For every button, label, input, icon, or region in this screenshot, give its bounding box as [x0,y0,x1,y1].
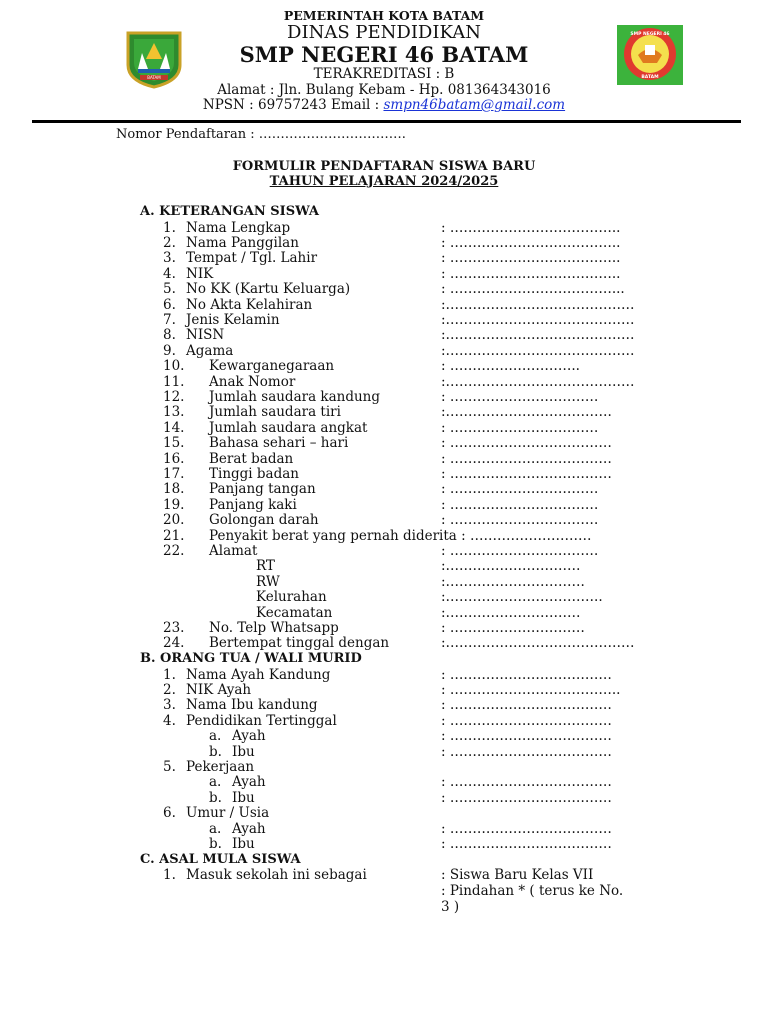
option-transfer-cont: 3 ) [441,899,460,915]
item-label: Alamat [209,542,258,559]
gov-name: PEMERINTAH KOTA BATAM [283,8,485,23]
item-fill-line: :…………………………………… [441,342,635,359]
parent-item-number: 1. [163,666,176,683]
parent-item-number: 3. [163,697,176,714]
item-number: 15. [163,435,185,452]
agency-name: DINAS PENDIDIKAN [287,22,481,43]
parent-item-number: 2. [163,681,176,698]
parent-item-label: Nama Ibu kandung [186,697,318,714]
item-number: 8. [163,327,176,344]
item-fill-line: :…………………………………… [441,296,635,313]
parent-item-fill-line: : ……………………………… [441,728,612,745]
npsn-email [0,97,768,113]
parent-item-fill-line: : ……………………………… [441,666,612,683]
item-number: 1. [163,219,176,236]
parent-item-number: a. [209,728,222,745]
item-label: No KK (Kartu Keluarga) [186,281,351,298]
item-number: 7. [163,311,176,328]
item-label: Golongan darah [209,512,319,529]
address-sub-label: Kecamatan [256,604,333,621]
item-label: Jumlah saudara kandung [209,388,381,405]
item-label: NIK [186,265,214,282]
right-logo-text-top: SMP NEGERI 46 [630,32,670,37]
left-logo-text: BATAM [147,75,161,80]
parent-item-label: Ibu [232,789,255,806]
item-fill-line: :…………………………………… [441,373,635,390]
item-number: 4. [163,265,176,282]
item-label: Bahasa sehari – hari [209,435,349,452]
item-number: 3. [163,250,176,267]
parent-item-number: 6. [163,805,176,822]
header-divider [32,120,741,123]
address-sub-fill-line: :…………………………….. [441,589,603,606]
parent-item-number: b. [209,835,222,852]
item-label: Nama Panggilan [186,234,299,251]
item-number: 6. [163,296,176,313]
item-number: 22. [163,542,185,559]
item-fill-line: : ……………………………… [441,465,612,482]
item-number: 18. [163,481,185,498]
parent-item-number: 4. [163,712,176,729]
item-number: 21. [163,527,185,544]
item-number: 2. [163,234,176,251]
item-label: NISN [186,327,225,344]
item-label: Panjang tangan [209,481,316,498]
parent-item-fill-line: : ……………………………… [441,835,612,852]
parent-item-fill-line: : ……………………………… [441,820,612,837]
parent-item-number: a. [209,820,222,837]
item-number: 9. [163,342,176,359]
item-label: Panjang kaki [209,496,297,513]
parent-item-number: b. [209,789,222,806]
form-year [0,174,768,189]
parent-item-label: Umur / Usia [186,805,270,822]
item-label: Berat badan [209,450,294,467]
item-label: Bertempat tinggal dengan [209,635,390,652]
item-label: Jenis Kelamin [186,311,280,328]
item-fill-line: : ……………………….. [441,358,580,375]
parent-item-label: Ayah [232,728,266,745]
item-label: Tempat / Tgl. Lahir [186,250,318,267]
item-label: Penyakit berat yang pernah diderita : ……………………… [209,527,592,544]
address-sub-fill-line: :…………………………. [441,573,585,590]
item-number: 10. [163,358,185,375]
parent-item-label: Nama Ayah Kandung [186,666,331,683]
address-sub-fill-line: :………………………… [441,604,581,621]
item-fill-line: :…………………………………… [441,327,635,344]
section-c-item-label: Masuk sekolah ini sebagai [186,867,367,883]
item-number: 12. [163,388,185,405]
item-fill-line: : ………………………………... [441,281,625,298]
item-fill-line: :…………………………………… [441,635,635,652]
parent-item-number: 5. [163,758,176,775]
item-number: 5. [163,281,176,298]
item-number: 13. [163,404,185,421]
section-c-item-number: 1. [163,867,176,883]
item-fill-line: : ……………………………….. [441,219,621,236]
item-fill-line: : ……………………………… [441,450,612,467]
item-number: 16. [163,450,185,467]
item-label: Anak Nomor [209,373,296,390]
section-a-title: A. KETERANGAN SISWA [140,204,320,219]
parent-item-label: Ayah [232,774,266,791]
item-fill-line: : ……………………………….. [441,250,621,267]
item-number: 17. [163,465,185,482]
parent-item-fill-line: : ……………………………… [441,774,612,791]
parent-item-label: Ibu [232,835,255,852]
parent-item-label: Ibu [232,743,255,760]
option-new-student: : Siswa Baru Kelas VII [441,867,594,883]
item-number: 24. [163,635,185,652]
item-fill-line: : …………………………… [441,496,599,513]
item-label: Nama Lengkap [186,219,291,236]
item-label: Jumlah saudara angkat [209,419,368,436]
item-fill-line: : ……………………………….. [441,265,621,282]
item-fill-line: : …………………………… [441,512,599,529]
right-logo-text-bottom: BATAM [641,75,659,80]
parent-item-number: a. [209,774,222,791]
item-fill-line: :…………………………………… [441,311,635,328]
item-label: Agama [186,342,234,359]
item-number: 20. [163,512,185,529]
parent-item-label: NIK Ayah [186,681,252,698]
parent-item-fill-line: : ……………………………….. [441,681,621,698]
address-sub-fill-line: :………………………… [441,558,581,575]
item-fill-line: : ……………………………….. [441,234,621,251]
item-label: No. Telp Whatsapp [209,619,339,636]
parent-item-label: Pekerjaan [186,758,255,775]
parent-item-fill-line: : ……………………………… [441,712,612,729]
parent-item-label: Pendidikan Tertinggal [186,712,337,729]
item-fill-line: : ………………………… [441,619,585,636]
address-sub-label: RW [256,573,280,590]
parent-item-fill-line: : ……………………………… [441,789,612,806]
address-sub-label: Kelurahan [256,589,327,606]
item-fill-line: : …………………………… [441,419,599,436]
npsn-label: NPSN : 69757243 Email : [202,97,384,113]
item-number: 23. [163,619,185,636]
form-year-text: TAHUN PELAJARAN 2024/2025 [269,174,499,189]
parent-item-label: Ayah [232,820,266,837]
address-sub-label: RT [256,558,275,575]
item-number: 11. [163,373,185,390]
item-fill-line: : ……………………………… [441,435,612,452]
section-c-title: C. ASAL MULA SISWA [140,852,301,867]
form-title: FORMULIR PENDAFTARAN SISWA BARU [232,159,536,174]
accreditation: TERAKREDITASI : B [313,66,455,82]
option-transfer: : Pindahan * ( terus ke No. [441,883,624,899]
section-b-title: B. ORANG TUA / WALI MURID [140,651,362,666]
item-fill-line: :………………………………. [441,404,612,421]
school-name: SMP NEGERI 46 BATAM [239,42,529,67]
item-label: Kewarganegaraan [209,358,335,375]
registration-number: Nomor Pendaftaran : ……………………………. [116,127,406,142]
parent-item-fill-line: : ……………………………… [441,743,612,760]
school-address: Alamat : Jln. Bulang Kebam - Hp. 081364343016 [217,82,551,98]
item-fill-line: : …………………………… [441,388,599,405]
item-fill-line: : …………………………… [441,542,599,559]
parent-item-number: b. [209,743,222,760]
item-number: 14. [163,419,185,436]
item-label: Jumlah saudara tiri [209,404,341,421]
item-number: 19. [163,496,185,513]
item-label: Tinggi badan [209,465,299,482]
item-fill-line: : …………………………… [441,481,599,498]
email-link[interactable]: smpn46batam@gmail.com [383,97,566,113]
item-label: No Akta Kelahiran [186,296,313,313]
parent-item-fill-line: : ……………………………… [441,697,612,714]
